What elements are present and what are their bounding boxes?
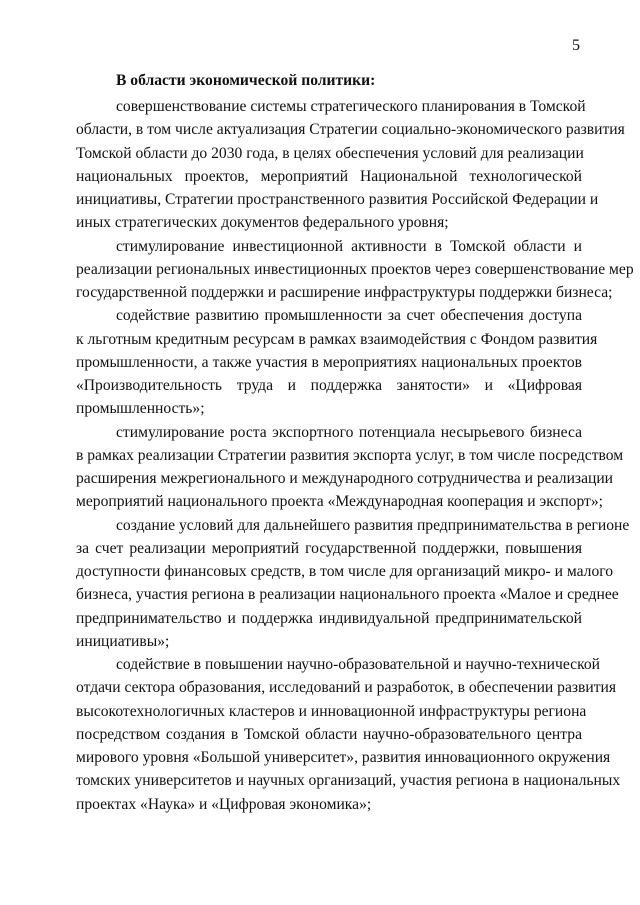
- page-number: 5: [572, 37, 580, 54]
- paragraph-line: национальных проектов, мероприятий Национальной технологической: [76, 167, 582, 185]
- paragraph-line: «Производительность труда и поддержка занятости» и «Цифровая: [76, 377, 582, 394]
- paragraph-line: реализации региональных инвестиционных проектов через совершенствование мер: [76, 260, 634, 278]
- paragraph-line: области, в том числе актуализация Стратегии социально-экономического развития: [76, 121, 625, 139]
- paragraph-line: создание условий для дальнейшего развития предпринимательства в регионе: [116, 516, 630, 534]
- paragraph-line: в рамках реализации Стратегии развития экспорта услуг, в том числе посредством: [76, 446, 624, 464]
- paragraph-line: иных стратегических документов федерального уровня;: [76, 214, 449, 232]
- paragraph-line: к льготным кредитным ресурсам в рамках взаимодействия с Фондом развития: [76, 330, 598, 348]
- paragraph-line: высокотехнологичных кластеров и инновационной инфраструктуры региона: [76, 702, 587, 720]
- paragraph-line: совершенствование системы стратегического планирования в Томской: [116, 98, 586, 115]
- section-heading: В области экономической политики:: [116, 72, 376, 89]
- paragraph-line: содействие развитию промышленности за счет обеспечения доступа: [116, 307, 582, 325]
- paragraph-line: доступности финансовых средств, в том числе для организаций микро- и малого: [76, 563, 614, 580]
- paragraph-line: за счет реализации мероприятий государственной поддержки, повышения: [76, 539, 582, 557]
- paragraph-line: предпринимательство и поддержка индивидуальной предпринимательской: [76, 609, 582, 627]
- paragraph-line: стимулирование инвестиционной активности в Томской области и: [116, 237, 582, 255]
- paragraph-line: мероприятий национального проекта «Международная кооперация и экспорт»;: [76, 493, 603, 511]
- paragraph-line: посредством создания в Томской области научно-образовательного центра: [76, 725, 582, 743]
- document-body: [76, 95, 634, 816]
- paragraph-line: промышленности, а также участия в мероприятиях национальных проектов: [76, 353, 582, 371]
- paragraph-line: отдачи сектора образования, исследований и разработок, в обеспечении развития: [76, 679, 617, 697]
- paragraph-line: бизнеса, участия региона в реализации национального проекта «Малое и среднее: [76, 586, 619, 604]
- paragraph-line: томских университетов и научных организаций, участия региона в национальных: [76, 772, 621, 790]
- paragraph-line: инициативы»;: [76, 632, 170, 650]
- paragraph: [76, 95, 625, 235]
- paragraph-line: инициативы, Стратегии пространственного развития Российской Федерации и: [76, 191, 599, 208]
- paragraph: [76, 514, 630, 654]
- paragraph-line: содействие в повышении научно-образовательной и научно-технической: [116, 656, 600, 673]
- paragraph-line: стимулирование роста экспортного потенциала несырьевого бизнеса: [116, 423, 582, 441]
- paragraph-line: мирового уровня «Большой университет», развития инновационного окружения: [76, 749, 611, 766]
- paragraph-line: проектах «Наука» и «Цифровая экономика»;: [76, 795, 372, 813]
- paragraph: [76, 235, 634, 305]
- paragraph-line: Томской области до 2030 года, в целях обеспечения условий для реализации: [76, 144, 584, 162]
- paragraph: [76, 304, 598, 420]
- paragraph: [76, 421, 624, 514]
- paragraph-line: промышленность»;: [76, 400, 205, 418]
- paragraph: [76, 653, 621, 816]
- paragraph-line: расширения межрегионального и международного сотрудничества и реализации: [76, 470, 614, 487]
- paragraph-line: государственной поддержки и расширение инфраструктуры поддержки бизнеса;: [76, 284, 613, 301]
